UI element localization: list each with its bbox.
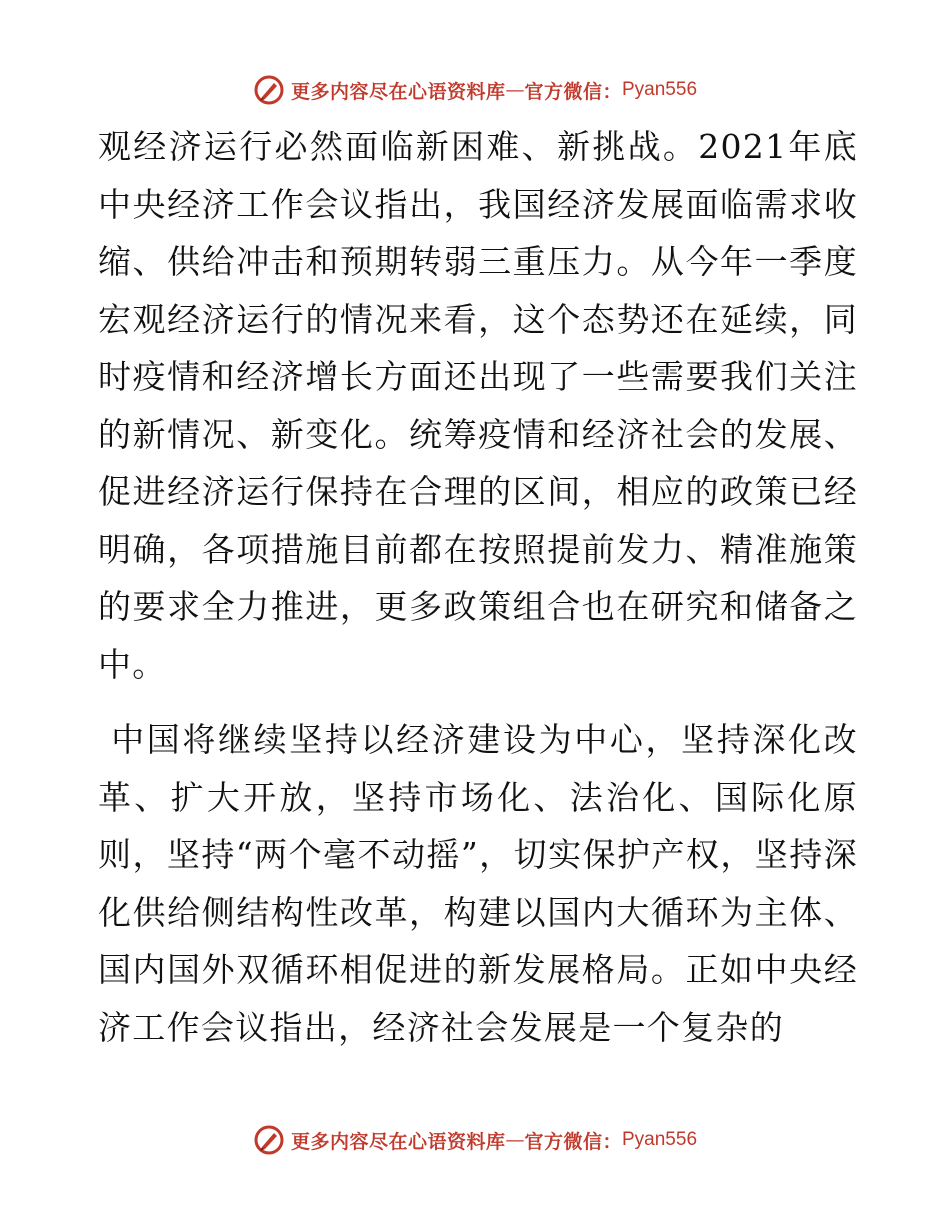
header-banner-contact-label: 官方微信： [524, 80, 622, 103]
header-watermark-banner [0, 70, 950, 110]
footer-banner-contact-label: 官方微信： [524, 1130, 622, 1153]
pen-logo-icon [253, 1124, 285, 1156]
header-banner-text: 更多内容尽在心语资料库 [290, 80, 506, 103]
footer-banner-contact-id: Pyan556 [622, 1129, 698, 1150]
footer-banner-text: 更多内容尽在心语资料库 [290, 1130, 506, 1153]
footer-watermark-banner [0, 1120, 950, 1160]
body-paragraph-2: 中国将继续坚持以经济建设为中心，坚持深化改革、扩大开放，坚持市场化、法治化、国际化原则，坚持“两个毫不动摇”，切实保护产权，坚持深化供给侧结构性改革，构建以国内大循环为主体、国内国外双循环相促进的新发展格局。正如中央经济工作会议指出，经济社会发展是一个复杂的 [98, 720, 858, 1047]
document-body [98, 118, 858, 1056]
pen-logo-icon [253, 74, 285, 106]
footer-banner-dash: — [505, 1129, 525, 1151]
body-paragraph-1: 观经济运行必然面临新困难、新挑战。2021年底中央经济工作会议指出，我国经济发展面临需求收缩、供给冲击和预期转弱三重压力。从今年一季度宏观经济运行的情况来看，这个态势还在延续，同时疫情和经济增长方面还出现了一些需要我们关注的新情况、新变化。统筹疫情和经济社会的发展、促进经济运行保持在合理的区间，相应的政策已经明确，各项措施目前都在按照提前发力、精准施策的要求全力推进，更多政策组合也在研究和储备之中。 [98, 127, 858, 684]
header-banner-dash: — [505, 79, 525, 101]
header-banner-contact-id: Pyan556 [622, 79, 698, 100]
